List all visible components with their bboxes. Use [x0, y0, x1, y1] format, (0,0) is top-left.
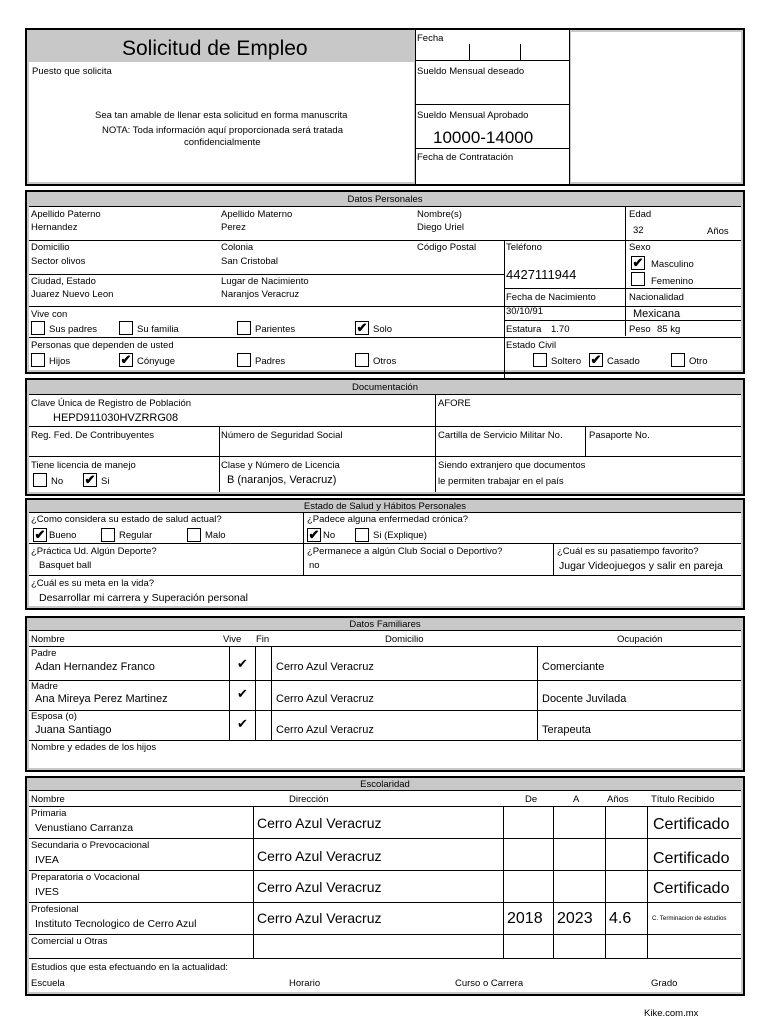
sus-padres-checkbox[interactable] [31, 321, 45, 335]
sueldo-aprobado-label: Sueldo Mensual Aprobado [417, 110, 529, 121]
salud-a5[interactable]: Jugar Videojuegos y salir en pareja [559, 560, 723, 572]
clase-value[interactable]: B (naranjos, Veracruz) [227, 474, 337, 486]
esc-dir[interactable]: Cerro Azul Veracruz [257, 848, 382, 864]
su-familia-label: Su familia [137, 324, 179, 335]
familia-rel: Padre [31, 648, 57, 659]
conyuge-label: Cónyuge [137, 356, 176, 367]
header-far-right [571, 32, 741, 182]
nss-label[interactable]: Número de Seguridad Social [221, 430, 343, 441]
familia-name[interactable]: Ana Mireya Perez Martinez [35, 693, 168, 705]
soltero-label: Soltero [551, 356, 582, 367]
sus-padres-label: Sus padres [49, 324, 98, 335]
bueno-label: Bueno [49, 530, 77, 541]
casado-label: Casado [607, 356, 640, 367]
telefono-value[interactable]: 4427111944 [506, 267, 577, 282]
esc-level: Preparatoria o Vocacional [31, 872, 140, 883]
soltero-checkbox[interactable] [533, 353, 547, 367]
esc-name[interactable]: Venustiano Carranza [35, 822, 134, 834]
esc-level: Profesional [31, 904, 79, 915]
esc-h-nombre: Nombre [31, 794, 65, 805]
curp-value[interactable]: HEPD911030HVZRRG08 [53, 412, 179, 424]
licencia-si-label: Si [101, 476, 110, 487]
parientes-checkbox[interactable] [237, 321, 251, 335]
cronica-no-checkbox[interactable]: ✔ [308, 527, 320, 542]
nacionalidad-value[interactable]: Mexicana [633, 308, 681, 320]
salud-q6: ¿Cuál es su meta en la vida? [31, 578, 155, 589]
lugar-label: Lugar de Nacimiento [221, 276, 309, 287]
salud-q3: ¿Práctica Ud. Algún Deporte? [31, 546, 157, 557]
familia-rel: Madre [31, 681, 58, 692]
familia-vive-check[interactable]: ✔ [237, 686, 248, 701]
esc-a[interactable]: 2023 [557, 910, 593, 927]
salud-a4[interactable]: no [309, 560, 320, 571]
nombres-value[interactable]: Diego Uriel [417, 222, 464, 233]
bueno-checkbox[interactable]: ✔ [34, 527, 46, 542]
edad-value[interactable]: 32 [633, 225, 644, 236]
femenino-label: Femenino [651, 276, 694, 287]
cartilla-label[interactable]: Cartilla de Servicio Militar No. [438, 430, 563, 441]
esc-titulo[interactable]: Certificado [653, 880, 730, 897]
peso-value[interactable]: 85 kg [657, 324, 681, 335]
salud-q2: ¿Padece alguna enfermedad crónica? [307, 514, 469, 525]
fam-h-ocupacion: Ocupación [617, 634, 663, 645]
sueldo-aprobado-value[interactable]: 10000-14000 [433, 128, 534, 147]
malo-checkbox[interactable] [187, 528, 201, 542]
extranjero-label-1: Siendo extranjero que documentos [438, 460, 586, 471]
esc-dir[interactable]: Cerro Azul Veracruz [257, 879, 382, 895]
otros-label: Otros [373, 356, 397, 367]
cronica-si-checkbox[interactable] [355, 528, 369, 542]
nacionalidad-label: Nacionalidad [629, 292, 684, 303]
parientes-label: Parientes [255, 324, 296, 335]
familia-name[interactable]: Adan Hernandez Franco [35, 661, 155, 673]
salud-a6[interactable]: Desarrollar mi carrera y Superación personal [39, 592, 248, 604]
documentacion-title: Documentación [351, 382, 418, 393]
intro-text-2: NOTA: Toda información aquí proporcionada será tratada [102, 125, 343, 136]
salud-section [25, 498, 745, 610]
salud-q4: ¿Permanece a algún Club Social o Deportivo? [307, 546, 503, 557]
esc-h-dir: Dirección [289, 794, 329, 805]
familia-occ[interactable]: Terapeuta [542, 724, 591, 736]
familia-name[interactable]: Juana Santiago [35, 724, 112, 736]
apellido-paterno-value[interactable]: Hernandez [31, 222, 78, 233]
cronica-si-label: Si (Explique) [373, 530, 427, 541]
hijos-label[interactable]: Nombre y edades de los hijos [31, 742, 157, 753]
fecha-label[interactable]: Fecha [417, 33, 444, 44]
intro-text-3: confidencialmente [184, 137, 261, 148]
esc-name[interactable]: IVEA [35, 854, 59, 866]
solo-checkbox[interactable]: ✔ [356, 320, 368, 335]
familia-title: Datos Familiares [349, 619, 421, 630]
hijos-checkbox[interactable] [31, 353, 45, 367]
ciudad-label: Ciudad, Estado [31, 276, 96, 287]
regular-label: Regular [119, 530, 153, 541]
salud-a3[interactable]: Basquet ball [39, 560, 92, 571]
solo-label: Solo [373, 324, 393, 335]
afore-label[interactable]: AFORE [438, 398, 471, 409]
apellido-paterno-label: Apellido Paterno [31, 209, 101, 220]
nombres-label: Nombre(s) [417, 209, 462, 220]
padres-checkbox[interactable] [237, 353, 251, 367]
fecha-contratacion-label[interactable]: Fecha de Contratación [417, 152, 514, 163]
licencia-no-label: No [51, 476, 64, 487]
cp-label[interactable]: Código Postal [417, 242, 477, 253]
esc-anos[interactable]: 4.6 [609, 910, 632, 927]
domicilio-value[interactable]: Sector olivos [31, 256, 86, 267]
esc-titulo[interactable]: Certificado [653, 816, 730, 833]
esc-h-titulo: Título Recibido [651, 794, 715, 805]
esc-h-anos: Años [607, 794, 629, 805]
esc-titulo[interactable]: C. Terminacion de estudios [652, 915, 727, 922]
rfc-label[interactable]: Reg. Fed. De Contribuyentes [31, 430, 155, 441]
fam-h-vive: Vive [223, 634, 242, 645]
footer-watermark: Kike.com.mx [644, 1008, 699, 1019]
extranjero-label-2: le permiten trabajar en el país [438, 476, 564, 487]
edad-label: Edad [629, 209, 652, 220]
comercial-label[interactable]: Comercial u Otras [31, 936, 108, 947]
estatura-value[interactable]: 1.70 [551, 324, 570, 335]
licencia-label: Tiene licencia de manejo [31, 460, 136, 471]
page-title: Solicitud de Empleo [122, 37, 308, 60]
curso-label[interactable]: Curso o Carrera [455, 978, 524, 989]
familia-dom[interactable]: Cerro Azul Veracruz [276, 661, 374, 673]
dependen-label: Personas que dependen de usted [31, 340, 174, 351]
regular-checkbox[interactable] [101, 528, 115, 542]
pasaporte-label[interactable]: Pasaporte No. [589, 430, 650, 441]
esc-h-de: De [525, 794, 538, 805]
padres-label: Padres [255, 356, 286, 367]
fecha-nac-label: Fecha de Nacimiento [506, 292, 596, 303]
otro-checkbox[interactable] [671, 353, 685, 367]
documentacion-section [25, 378, 745, 496]
telefono-label: Teléfono [506, 242, 542, 253]
peso-label: Peso [629, 324, 651, 335]
apellido-materno-value[interactable]: Perez [221, 222, 246, 233]
licencia-si-checkbox[interactable]: ✔ [84, 472, 96, 487]
familia-dom[interactable]: Cerro Azul Veracruz [276, 724, 374, 736]
otro-label: Otro [689, 356, 708, 367]
esc-de[interactable]: 2018 [507, 910, 543, 927]
esc-name[interactable]: Instituto Tecnologico de Cerro Azul [35, 918, 197, 930]
su-familia-checkbox[interactable] [119, 321, 133, 335]
personal-section [25, 190, 745, 374]
puesto-label[interactable]: Puesto que solicita [32, 66, 112, 77]
esc-h-a: A [573, 794, 580, 805]
esc-name[interactable]: IVES [35, 886, 59, 898]
familia-section [25, 616, 745, 772]
masculino-label: Masculino [651, 259, 694, 270]
esc-dir[interactable]: Cerro Azul Veracruz [257, 910, 382, 926]
colonia-label: Colonia [221, 242, 254, 253]
anos-label: Años [707, 226, 729, 237]
fecha-nac-value[interactable]: 30/10/91 [506, 306, 543, 317]
esc-level: Secundaria o Prevocacional [31, 840, 150, 851]
actual-label: Estudios que esta efectuando en la actualidad: [31, 962, 229, 973]
clase-label: Clase y Número de Licencia [221, 460, 340, 471]
fam-h-nombre: Nombre [31, 634, 65, 645]
escuela-label[interactable]: Escuela [31, 978, 65, 989]
sexo-label: Sexo [629, 242, 651, 253]
esc-titulo[interactable]: Certificado [653, 850, 730, 867]
colonia-value[interactable]: San Cristobal [221, 256, 279, 267]
familia-vive-check[interactable]: ✔ [237, 716, 248, 731]
vive-con-label: Vive con [31, 309, 68, 320]
malo-label: Malo [205, 530, 226, 541]
sueldo-deseado-label[interactable]: Sueldo Mensual deseado [417, 66, 525, 77]
familia-vive-check[interactable]: ✔ [237, 656, 248, 671]
header-section [25, 28, 745, 186]
familia-rel: Esposa (o) [31, 711, 77, 722]
fam-h-fin: Fin [256, 634, 270, 645]
intro-text-1: Sea tan amable de llenar esta solicitud en forma manuscrita [95, 110, 348, 121]
estado-civil-label: Estado Civil [506, 340, 557, 351]
femenino-checkbox[interactable] [631, 272, 645, 286]
estatura-label: Estatura [506, 324, 542, 335]
licencia-no-checkbox[interactable] [33, 473, 47, 487]
salud-q1: ¿Como considera su estado de salud actual? [31, 514, 222, 525]
conyuge-checkbox[interactable]: ✔ [120, 352, 132, 367]
lugar-value[interactable]: Naranjos Veracruz [221, 289, 300, 300]
ciudad-value[interactable]: Juarez Nuevo Leon [31, 289, 114, 300]
cronica-no-label: No [323, 530, 336, 541]
fam-h-domicilio: Domicilio [385, 634, 424, 645]
masculino-checkbox[interactable]: ✔ [632, 255, 644, 270]
familia-occ[interactable]: Comerciante [542, 661, 605, 673]
curp-label: Clave Única de Registro de Población [31, 398, 192, 409]
salud-title: Estado de Salud y Hábitos Personales [303, 501, 467, 512]
casado-checkbox[interactable]: ✔ [590, 352, 602, 367]
familia-occ[interactable]: Docente Juvilada [542, 693, 627, 705]
escolaridad-section [25, 776, 745, 996]
domicilio-label: Domicilio [31, 242, 70, 253]
escolaridad-title: Escolaridad [360, 779, 410, 790]
grado-label[interactable]: Grado [651, 978, 678, 989]
otros-checkbox[interactable] [355, 353, 369, 367]
salud-q5: ¿Cuál es su pasatiempo favorito? [557, 546, 699, 557]
personal-title: Datos Personales [347, 194, 423, 205]
familia-dom[interactable]: Cerro Azul Veracruz [276, 693, 374, 705]
esc-level: Primaria [31, 808, 67, 819]
esc-dir[interactable]: Cerro Azul Veracruz [257, 815, 382, 831]
apellido-materno-label: Apellido Materno [221, 209, 293, 220]
horario-label[interactable]: Horario [289, 978, 321, 989]
hijos-label: Hijos [49, 356, 71, 367]
